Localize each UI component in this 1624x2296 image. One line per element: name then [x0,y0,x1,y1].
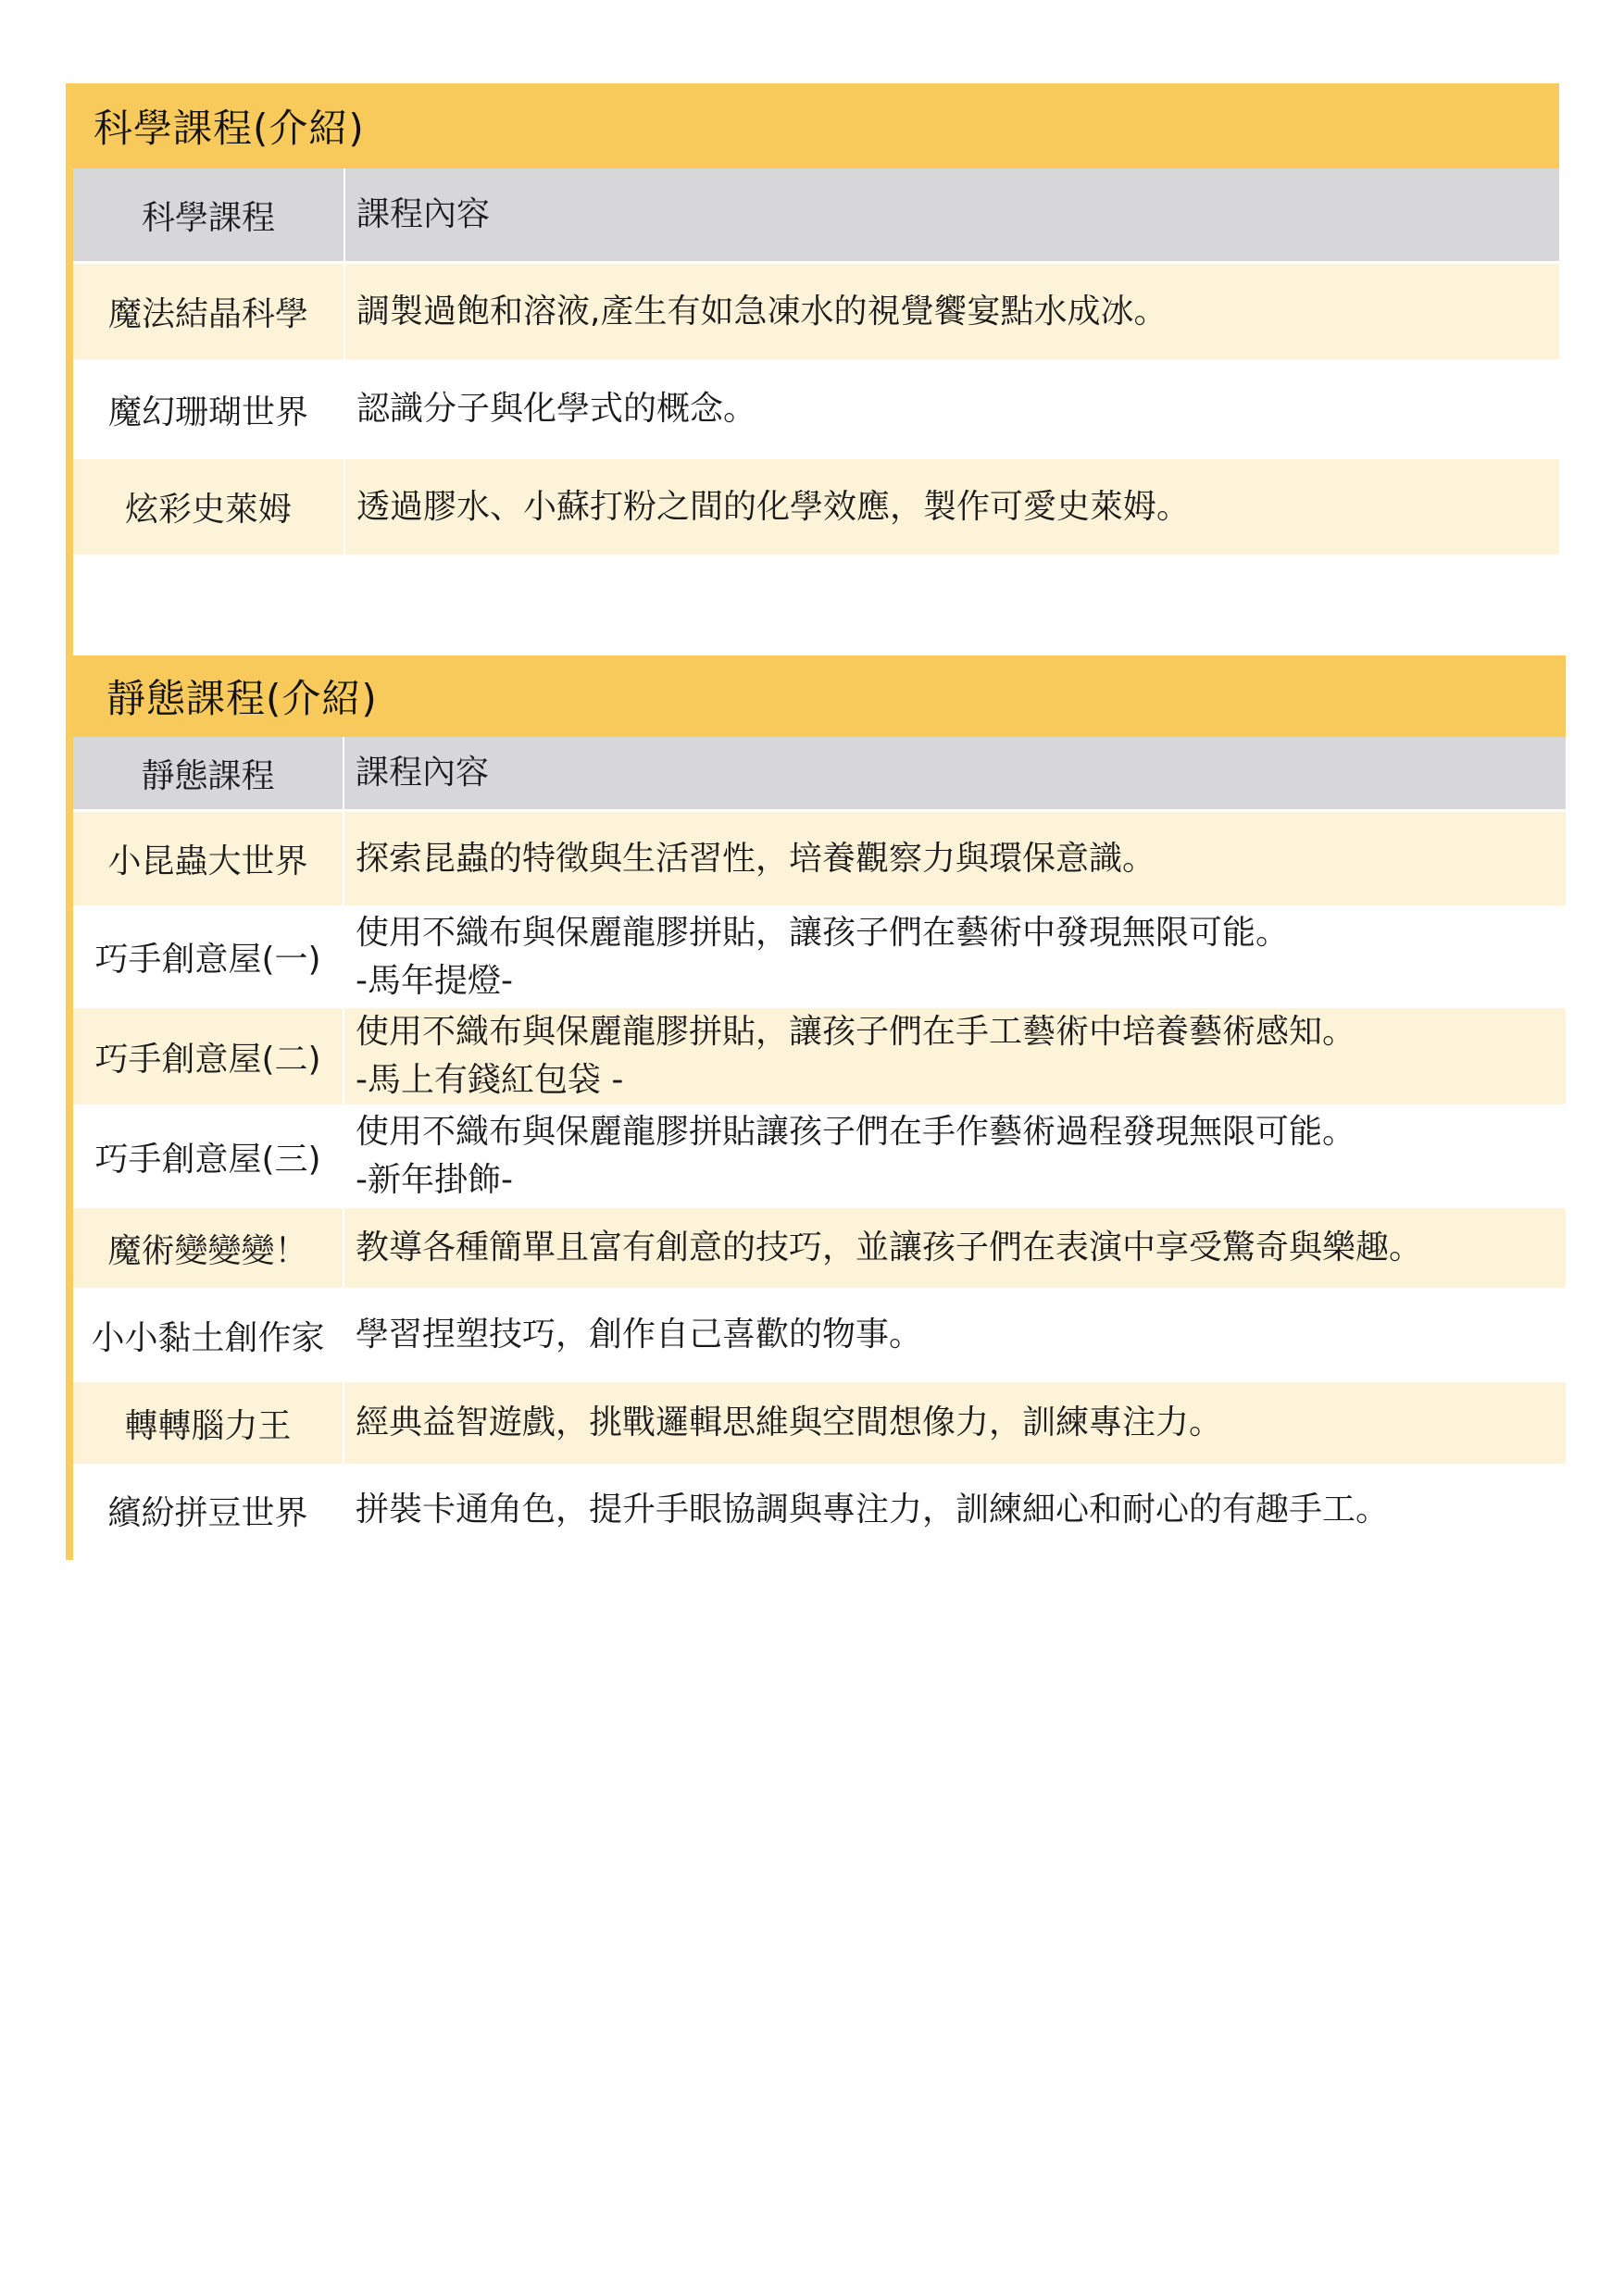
course-name: 炫彩史萊姆 [73,459,345,555]
science-section-title: 科學課程(介紹) [73,83,1559,168]
course-content [344,1382,1222,1464]
course-name: 巧手創意屋(二) [73,1008,344,1104]
course-name: 魔幻珊瑚世界 [73,362,345,456]
course-content-line: 經典益智遊戲，挑戰邏輯思維與空間想像力，訓練專注力。 [356,1404,1223,1441]
course-content-line: 學習捏塑技巧，創作自己喜歡的物事。 [356,1316,923,1354]
table-row [73,1288,1566,1379]
static-course-section [73,655,1566,1554]
course-content-subtitle: -新年掛飾- [356,1161,513,1199]
course-name: 小昆蟲大世界 [73,812,344,905]
science-header-content: 課程內容 [356,195,491,233]
course-content [344,1466,1389,1554]
course-content [344,1107,1355,1205]
course-content [344,812,1156,905]
static-header-content: 課程內容 [356,754,490,792]
science-header-name: 科學課程 [73,168,345,261]
course-content-line: 認識分子與化學式的概念。 [356,390,757,428]
table-row [73,261,1559,359]
course-content [344,1008,1355,1104]
course-content-line: 教導各種簡單且富有創意的技巧，並讓孩子們在表演中享受驚奇與樂趣。 [356,1229,1423,1267]
table-row [73,1005,1566,1104]
course-content-line: 調製過飽和溶液,產生有如急凍水的視覺饗宴點水成冰。 [356,292,1168,331]
static-section-title: 靜態課程(介紹) [73,655,1566,737]
course-content-line: 拼裝卡通角色，提升手眼協調與專注力，訓練細心和耐心的有趣手工。 [356,1491,1390,1529]
course-name: 魔法結晶科學 [73,264,345,359]
course-content [345,264,1167,359]
course-content-line: 使用不織布與保麗龍膠拼貼讓孩子們在手作藝術過程發現無限可能。 [356,1113,1356,1151]
left-accent-rule [66,83,73,1560]
table-row [73,359,1559,456]
table-row [73,905,1566,1005]
static-header-name: 靜態課程 [73,737,344,809]
course-content-line: 探索昆蟲的特徵與生活習性，培養觀察力與環保意識。 [356,839,1156,878]
course-name: 轉轉腦力王 [73,1382,344,1464]
table-row [73,809,1566,905]
table-row [73,1104,1566,1205]
course-name: 巧手創意屋(一) [73,908,344,1005]
course-content-line: 使用不織布與保麗龍膠拼貼，讓孩子們在手工藝術中培養藝術感知。 [356,1013,1356,1051]
course-name: 繽紛拼豆世界 [73,1466,344,1554]
science-course-section [73,83,1559,555]
static-header-row [73,737,1566,809]
course-content [345,362,756,456]
table-row [73,1464,1566,1554]
course-content [344,1291,922,1379]
course-content-subtitle: -馬年提燈- [356,961,513,1000]
table-row [73,1379,1566,1464]
science-header-row [73,168,1559,261]
course-name: 巧手創意屋(三) [73,1107,344,1205]
course-content [344,1208,1422,1288]
course-content-line: 使用不織布與保麗龍膠拼貼，讓孩子們在藝術中發現無限可能。 [356,913,1290,952]
course-content [345,459,1190,555]
table-row [73,456,1559,555]
course-name: 小小黏土創作家 [73,1291,344,1379]
table-row [73,1205,1566,1288]
course-content-line: 透過膠水、小蘇打粉之間的化學效應，製作可愛史萊姆。 [356,487,1191,526]
course-content [344,908,1289,1005]
course-content-subtitle: -馬上有錢紅包袋 - [356,1061,624,1099]
course-name: 魔術變變變！ [73,1208,344,1288]
